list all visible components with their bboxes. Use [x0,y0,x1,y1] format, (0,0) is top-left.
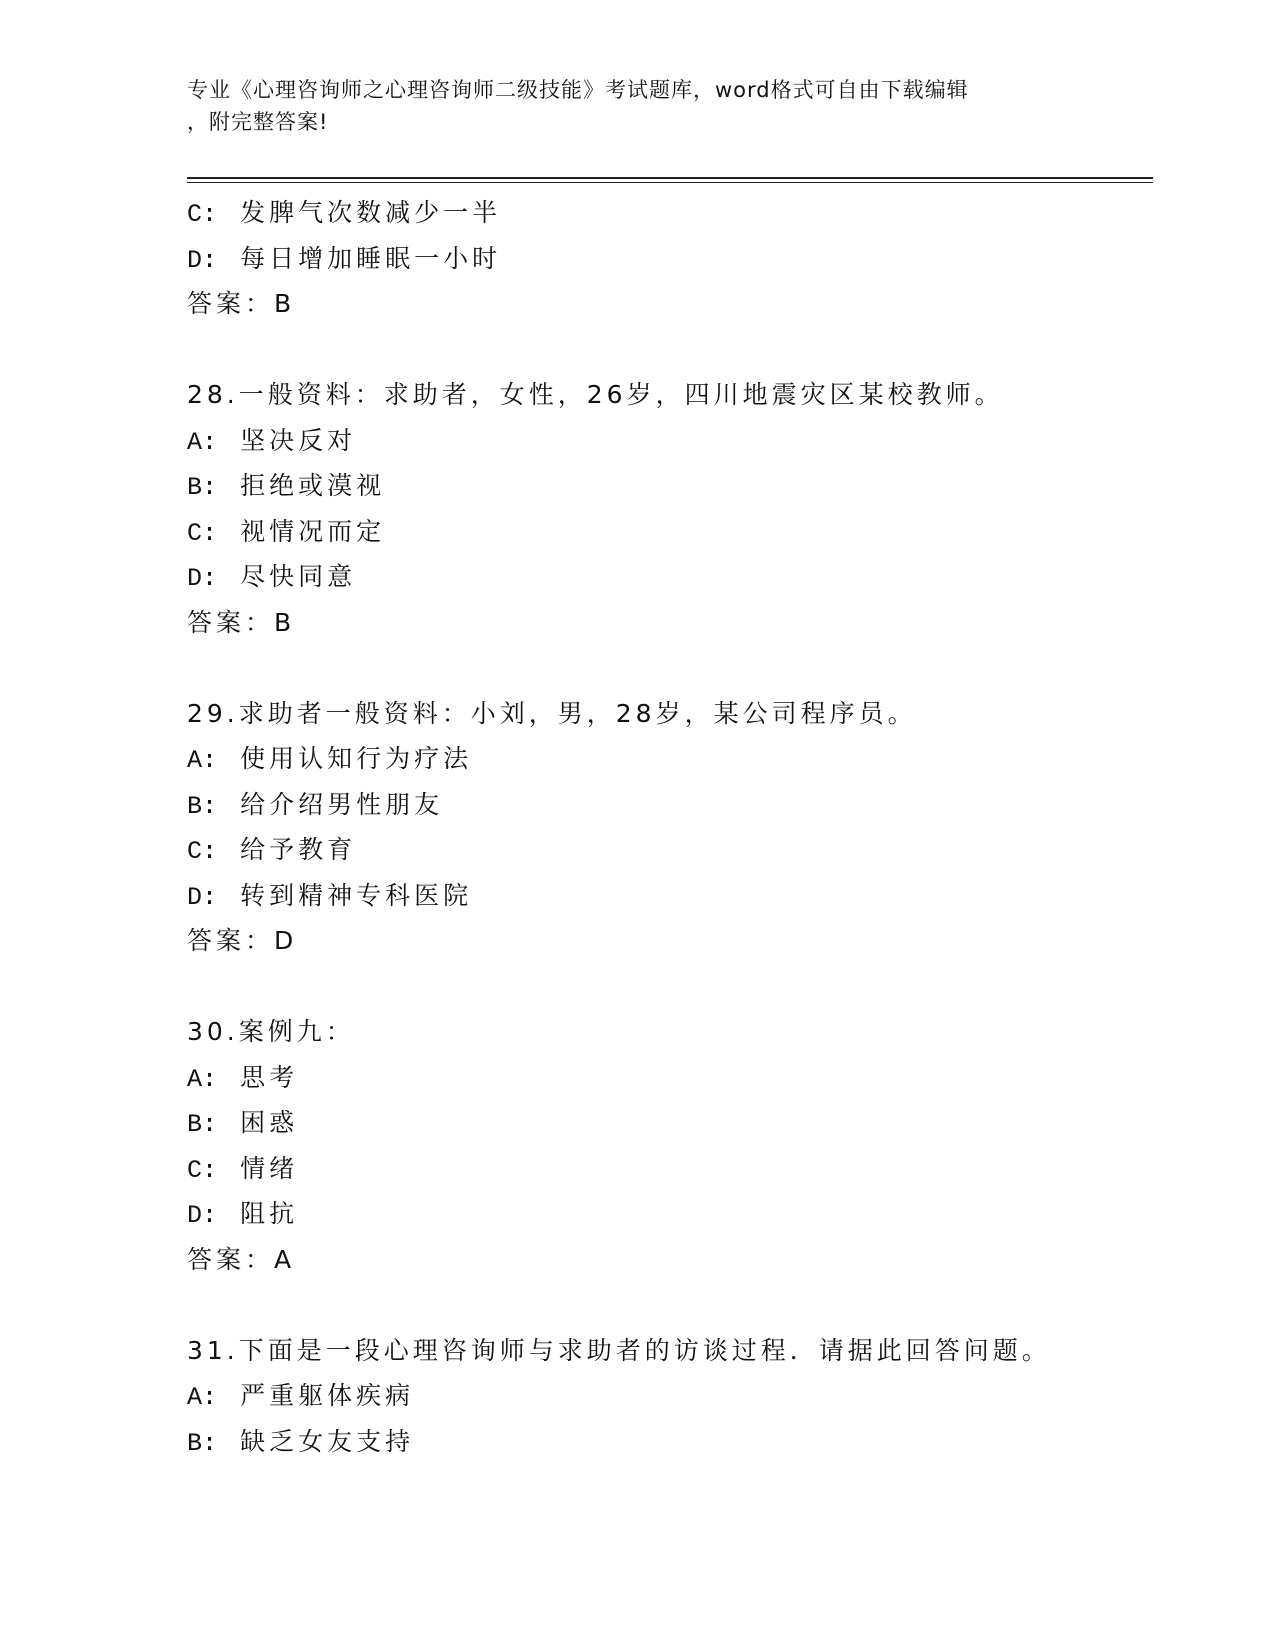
option-d: D: 每日增加睡眠一小时 [187,243,502,275]
option-a: A: 严重躯体疾病 [187,1381,415,1412]
question-stem-30: 30.案例九： [187,1017,355,1046]
option-b: B: 拒绝或漠视 [187,471,386,502]
question-stem-31: 31.下面是一段心理咨询师与求助者的访谈过程．请据此回答问题。 [187,1335,1051,1365]
option-b: B: 缺乏女友支持 [187,1426,415,1458]
answer: 答案：B [187,289,296,318]
option-c: C: 给予教育 [187,835,357,866]
option-a: A: 坚决反对 [187,425,357,457]
option-d: D: 尽快同意 [187,562,357,593]
option-d: D: 转到精神专科医院 [187,880,473,912]
option-b: B: 困惑 [187,1108,299,1139]
answer: 答案：D [187,926,298,955]
option-a: A: 思考 [187,1062,299,1094]
header-line-1: 专业《心理咨询师之心理咨询师二级技能》考试题库，word格式可自由下载编辑 [187,78,969,102]
answer: 答案：A [187,1244,296,1274]
header-line-2: ，附完整答案! [187,110,329,134]
question-stem-28: 28.一般资料：求助者，女性，26岁，四川地震灾区某校教师。 [187,380,1004,409]
question-stem-29: 29.求助者一般资料：小刘，男，28岁，某公司程序员。 [187,698,917,728]
option-c: C: 视情况而定 [187,516,386,548]
header-rule-thick [187,177,1153,179]
question-list [187,190,1147,1464]
header-rule-thin [187,182,1153,183]
document-header [187,74,1067,138]
option-d: D: 阻抗 [187,1199,299,1230]
option-a: A: 使用认知行为疗法 [187,744,473,775]
option-b: B: 给介绍男性朋友 [187,789,444,821]
option-c: C: 情绪 [187,1153,299,1185]
answer: 答案：B [187,607,296,637]
option-c: C: 发脾气次数减少一半 [187,198,502,229]
